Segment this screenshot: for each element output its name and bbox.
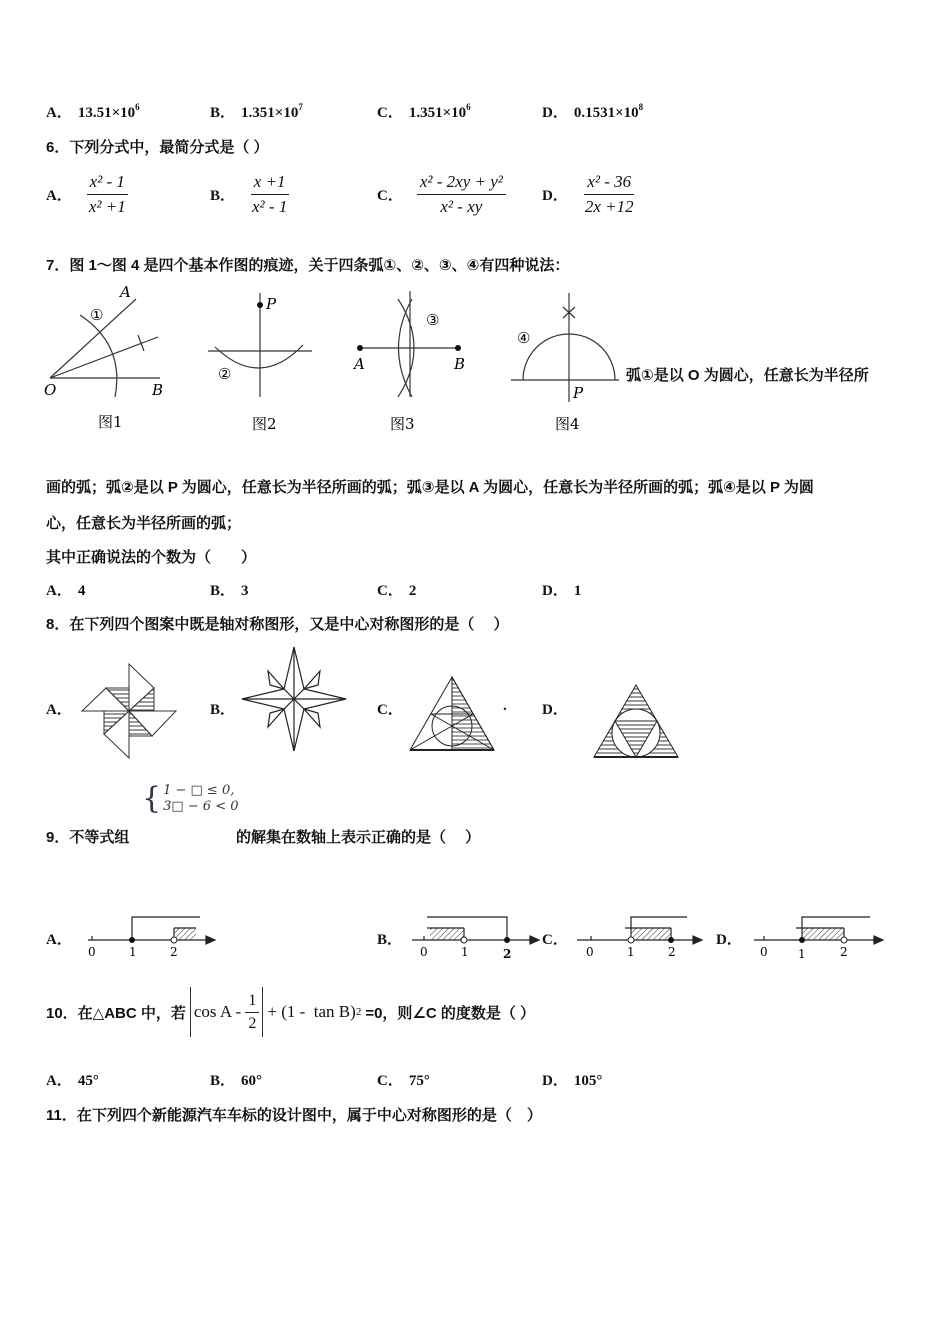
q7-option-b	[210, 579, 249, 600]
q8-figure-d-triangle-circle	[592, 683, 680, 759]
q9-stem-after: 的解集在数轴上表示正确的是（ ）	[236, 829, 481, 846]
figure-caption: 图1	[98, 413, 123, 431]
tick-label: 0	[760, 945, 768, 959]
option-value: 13.51×10	[77, 105, 136, 121]
figure-caption: 图2	[252, 415, 277, 433]
option-value: 75°	[408, 1073, 430, 1089]
option-label: B．	[210, 1073, 236, 1089]
q8-option-a-label: A．	[46, 702, 72, 718]
exponent: 2	[355, 1006, 362, 1018]
point-a-dot	[357, 345, 363, 351]
fraction	[417, 172, 506, 217]
q9-option-d-label: D．	[716, 932, 742, 948]
option-value: 60°	[241, 1073, 263, 1089]
q8-option-d-label: D．	[542, 702, 568, 718]
q9-option-c-label: C．	[542, 932, 568, 948]
q8-figure-b-star	[240, 645, 348, 753]
numerator: x +1	[251, 172, 289, 195]
q8-figure-a-pinwheel	[78, 660, 180, 760]
option-label: C．	[377, 583, 403, 599]
q9-stem-before: 9．不等式组	[46, 829, 130, 846]
option-label: C．	[377, 1073, 403, 1089]
fraction-one-half	[245, 992, 259, 1033]
option-label: A．	[46, 188, 72, 204]
q6-option-b	[210, 172, 290, 217]
q5-option-d	[542, 101, 643, 122]
option-value: 3	[241, 583, 249, 599]
option-label: A．	[46, 105, 72, 121]
option-value: 2	[408, 583, 417, 599]
q10-stem	[46, 984, 535, 1040]
q6-option-a	[46, 172, 129, 217]
option-value: 4	[77, 583, 86, 599]
exponent: 6	[466, 102, 471, 112]
q10-option-c	[377, 1069, 430, 1090]
figure-caption: 图4	[555, 415, 580, 433]
cos-term: cos A -	[193, 1002, 246, 1021]
fraction	[249, 172, 290, 217]
q8-dot: .	[503, 698, 507, 714]
q7-option-a	[46, 579, 85, 600]
q9-numberline-c	[575, 910, 710, 962]
q7-text-line3: 心，任意长为半径所画的弧；	[46, 515, 242, 532]
q10-option-a	[46, 1069, 99, 1090]
tick-label: 1	[798, 947, 806, 961]
tick-label: 2	[503, 947, 512, 961]
q5-option-a	[46, 101, 140, 122]
option-label: D．	[542, 1073, 568, 1089]
option-label: C．	[377, 105, 403, 121]
fraction	[86, 172, 129, 217]
option-value: 0.1531×10	[573, 105, 639, 121]
q9-numberline-a	[84, 910, 219, 962]
q10-stem-before: 10．在△ABC 中，若	[46, 1004, 186, 1022]
q7-figure-1	[40, 285, 170, 435]
option-label: B．	[210, 188, 236, 204]
option-label: B．	[210, 583, 236, 599]
option-label: D．	[542, 105, 568, 121]
q9-option-a-label: A．	[46, 932, 72, 948]
point-label: A	[120, 285, 131, 301]
absolute-value	[190, 987, 263, 1037]
point-b-dot	[455, 345, 461, 351]
tick-label: 2	[170, 945, 178, 959]
option-label: D．	[542, 188, 568, 204]
q7-text-inline: 弧①是以 O 为圆心，任意长为半径所	[626, 367, 869, 384]
q9-inequality-system	[142, 783, 239, 815]
tick-label: 0	[420, 945, 428, 959]
exponent: 6	[135, 102, 140, 112]
q7-option-c	[377, 579, 416, 600]
option-label: A．	[46, 583, 72, 599]
point-label: P	[573, 384, 584, 402]
option-value: 45°	[77, 1073, 99, 1089]
numerator: x² - 2xy + y²	[417, 172, 506, 195]
denominator: x² +1	[88, 197, 126, 216]
denominator: 2	[248, 1014, 257, 1032]
denominator: x² - 1	[252, 197, 288, 216]
inequality-1: 1 − □ ≤ 0,	[163, 783, 235, 798]
q6-option-c	[377, 172, 506, 217]
fraction	[582, 172, 637, 217]
q10-option-b	[210, 1069, 262, 1090]
point-label: B	[152, 381, 164, 399]
q8-option-b-label: B．	[210, 702, 236, 718]
denominator: x² - xy	[440, 197, 483, 216]
q10-option-d	[542, 1069, 602, 1090]
numerator: 1	[245, 992, 259, 1013]
exponent: 8	[638, 102, 644, 112]
tick-label: 2	[668, 945, 676, 959]
q7-question: 其中正确说法的个数为（ ）	[46, 549, 257, 566]
option-value: 1.351×10	[408, 105, 467, 121]
option-value: 1	[573, 583, 582, 599]
q7-text-line2: 画的弧；弧②是以 P 为圆心，任意长为半径所画的弧；弧③是以 A 为圆心，任意长为半径所画的弧；弧④是以 P 为圆	[46, 479, 814, 496]
option-label: B．	[210, 105, 236, 121]
q8-stem: 8．在下列四个图案中既是轴对称图形，又是中心对称图形的是（ ）	[46, 616, 509, 633]
q9-numberline-b	[410, 910, 540, 962]
point-label: P	[266, 295, 277, 313]
point-label: O	[44, 381, 57, 399]
brace: {	[142, 781, 162, 816]
arc-label: ②	[218, 365, 232, 383]
option-label: C．	[377, 188, 403, 204]
q5-option-b	[210, 101, 303, 122]
arc-label: ③	[426, 311, 440, 329]
point-label: B	[454, 355, 466, 373]
arc-label: ①	[90, 306, 104, 324]
q8-figure-c-triangle	[408, 674, 496, 754]
q6-stem: 6．下列分式中，最简分式是（ ）	[46, 139, 269, 156]
numerator: x² - 36	[584, 172, 634, 195]
option-label: A．	[46, 1073, 72, 1089]
tick-label: 0	[586, 945, 594, 959]
q5-option-c	[377, 101, 471, 122]
option-label: D．	[542, 583, 568, 599]
tick-label: 0	[88, 945, 96, 959]
q7-figure-3	[350, 285, 480, 435]
q8-option-c-label: C．	[377, 702, 403, 718]
arc-label: ④	[517, 329, 531, 347]
q7-figure-4	[505, 285, 625, 435]
q10-stem-after: =0，则∠C 的度数是（ ）	[365, 1004, 536, 1022]
option-value: 105°	[573, 1073, 603, 1089]
q9-numberline-d	[752, 910, 887, 962]
tick-label: 1	[627, 945, 635, 959]
exponent: 7	[298, 102, 303, 112]
q9-option-b-label: B．	[377, 932, 403, 948]
q7-figure-2	[200, 285, 320, 435]
numerator: x² - 1	[87, 172, 128, 195]
tick-label: 2	[840, 945, 848, 959]
tick-label: 1	[129, 945, 137, 959]
point-label: A	[354, 355, 365, 373]
inequality-2: 3□ − 6 < 0	[163, 799, 239, 814]
q6-option-d	[542, 172, 637, 217]
option-value: 1.351×10	[241, 105, 299, 121]
q7-stem: 7．图 1～图 4 是四个基本作图的痕迹，关于四条弧①、②、③、④有四种说法：	[46, 257, 570, 274]
q7-option-d	[542, 579, 581, 600]
point-p-dot	[257, 302, 263, 308]
denominator: 2x +12	[584, 197, 634, 216]
tan-term: + (1 - tan B)	[267, 1002, 356, 1021]
figure-caption: 图3	[390, 415, 415, 433]
tick-label: 1	[461, 945, 469, 959]
q11-stem: 11．在下列四个新能源汽车车标的设计图中，属于中心对称图形的是（ ）	[46, 1107, 542, 1124]
